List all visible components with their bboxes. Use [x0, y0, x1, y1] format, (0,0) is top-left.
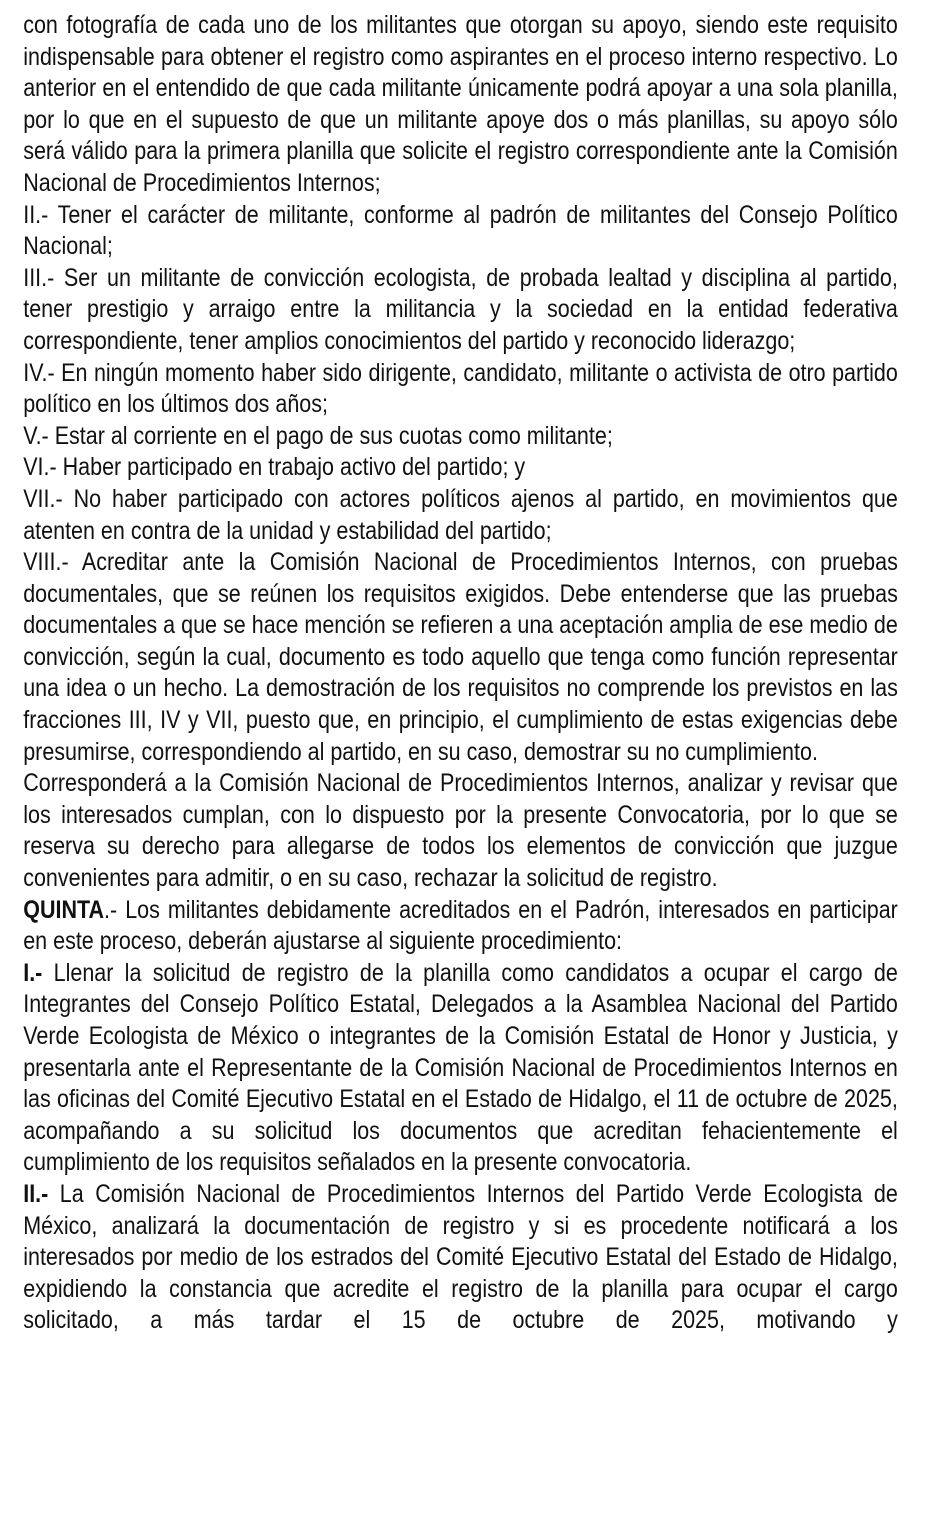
procedure-step-i: [23, 958, 898, 1179]
requirement-number: III.-: [23, 263, 55, 292]
procedure-text: La Comisión Nacional de Procedimientos Internos del Partido Verde Ecologista de México, analizará la documentación de registro y si es procedente notificará a los interesados por medio de los estrados del Comité Ejecutivo Estatal del Estado de Hidalgo, expidiendo la constancia que acredite el registro de la planilla para ocupar el cargo solicitado, a más tardar el 15 de octubre de 2025, motivando y: [23, 1179, 898, 1335]
requirement-number: VIII.-: [23, 548, 69, 577]
procedure-step-ii: [23, 1179, 898, 1337]
paragraph-revision: Corresponderá a la Comisión Nacional de Procedimientos Internos, analizar y revisar que los interesados cumplan, con lo dispuesto por la presente Convocatoria, por lo que se reserva su derecho para allegarse de todos los elementos de convicción que juzgue convenientes para admitir, o en su caso, rechazar la solicitud de registro.: [23, 769, 898, 893]
requirement-text: Ser un militante de convicción ecologista, de probada lealtad y disciplina al partido, tener prestigio y arraigo entre la militancia y la sociedad en la entidad federativa correspondiente, tener amplios conocimientos del partido y reconocido liderazgo;: [23, 263, 898, 355]
procedure-number: I.-: [23, 958, 43, 987]
requirement-text: Estar al corriente en el pago de sus cuotas como militante;: [48, 421, 613, 450]
requirement-iii: [23, 263, 898, 358]
requirement-number: VII.-: [23, 484, 63, 513]
requirement-text: No haber participado con actores políticos ajenos al partido, en movimientos que atenten en contra de la unidad y estabilidad del partido;: [23, 484, 898, 545]
requirement-text: Tener el carácter de militante, conforme al padrón de militantes del Consejo Político Nacional;: [23, 200, 898, 261]
procedure-text: Llenar la solicitud de registro de la planilla como candidatos a ocupar el cargo de Integrantes del Consejo Político Estatal, Delegados a la Asamblea Nacional del Partido Verde Ecologista de México o integrantes de la Comisión Estatal de Honor y Justicia, y presentarla ante el Representante de la Comisión Nacional de Procedimientos Internos en las oficinas del Comité Ejecutivo Estatal en el Estado de Hidalgo, el 11 de octubre de 2025, acompañando a su solicitud los documentos que acreditan fehacientemente el cumplimiento de los requisitos señalados en la presente convocatoria.: [23, 958, 898, 1177]
requirement-number: VI.-: [23, 453, 57, 482]
requirement-v: [23, 421, 898, 453]
clause-text: .- Los militantes debidamente acreditados en el Padrón, interesados en participar en este proceso, deberán ajustarse al siguiente procedimiento:: [23, 895, 898, 956]
requirement-text: En ningún momento haber sido dirigente, candidato, militante o activista de otro partido político en los últimos dos años;: [23, 358, 898, 419]
paragraph-continuation: con fotografía de cada uno de los militantes que otorgan su apoyo, siendo este requisito indispensable para obtener el registro como aspirantes en el proceso interno respectivo. Lo anterior en el entendido de que cada militante únicamente podrá apoyar a una sola planilla, por lo que en el supuesto de que un militante apoye dos o más planillas, su apoyo sólo será válido para la primera planilla que solicite el registro correspondiente ante la Comisión Nacional de Procedimientos Internos;: [23, 11, 898, 197]
clause-quinta: [23, 895, 898, 958]
procedure-number: II.-: [23, 1179, 49, 1208]
requirement-viii: [23, 547, 898, 768]
clause-label: QUINTA: [23, 895, 105, 924]
requirement-number: II.-: [23, 200, 49, 229]
requirement-number: IV.-: [23, 358, 55, 387]
requirement-iv: [23, 358, 898, 421]
requirement-text: Acreditar ante la Comisión Nacional de Procedimientos Internos, con pruebas documentales, que se reúnen los requisitos exigidos. Debe entenderse que las pruebas documentales a que se hace mención se refieren a una aceptación amplia de ese medio de convicción, según la cual, documento es todo aquello que tenga como función representar una idea o un hecho. La demostración de los requisitos no comprende los previstos en las fracciones III, IV y VII, puesto que, en principio, el cumplimiento de estas exigencias debe presumirse, correspondiendo al partido, en su caso, demostrar su no cumplimiento.: [23, 548, 898, 766]
requirement-ii: [23, 200, 898, 263]
requirement-text: Haber participado en trabajo activo del partido; y: [56, 453, 526, 482]
requirement-vii: [23, 484, 898, 547]
requirement-vi: [23, 452, 898, 484]
requirement-number: V.-: [23, 421, 49, 450]
